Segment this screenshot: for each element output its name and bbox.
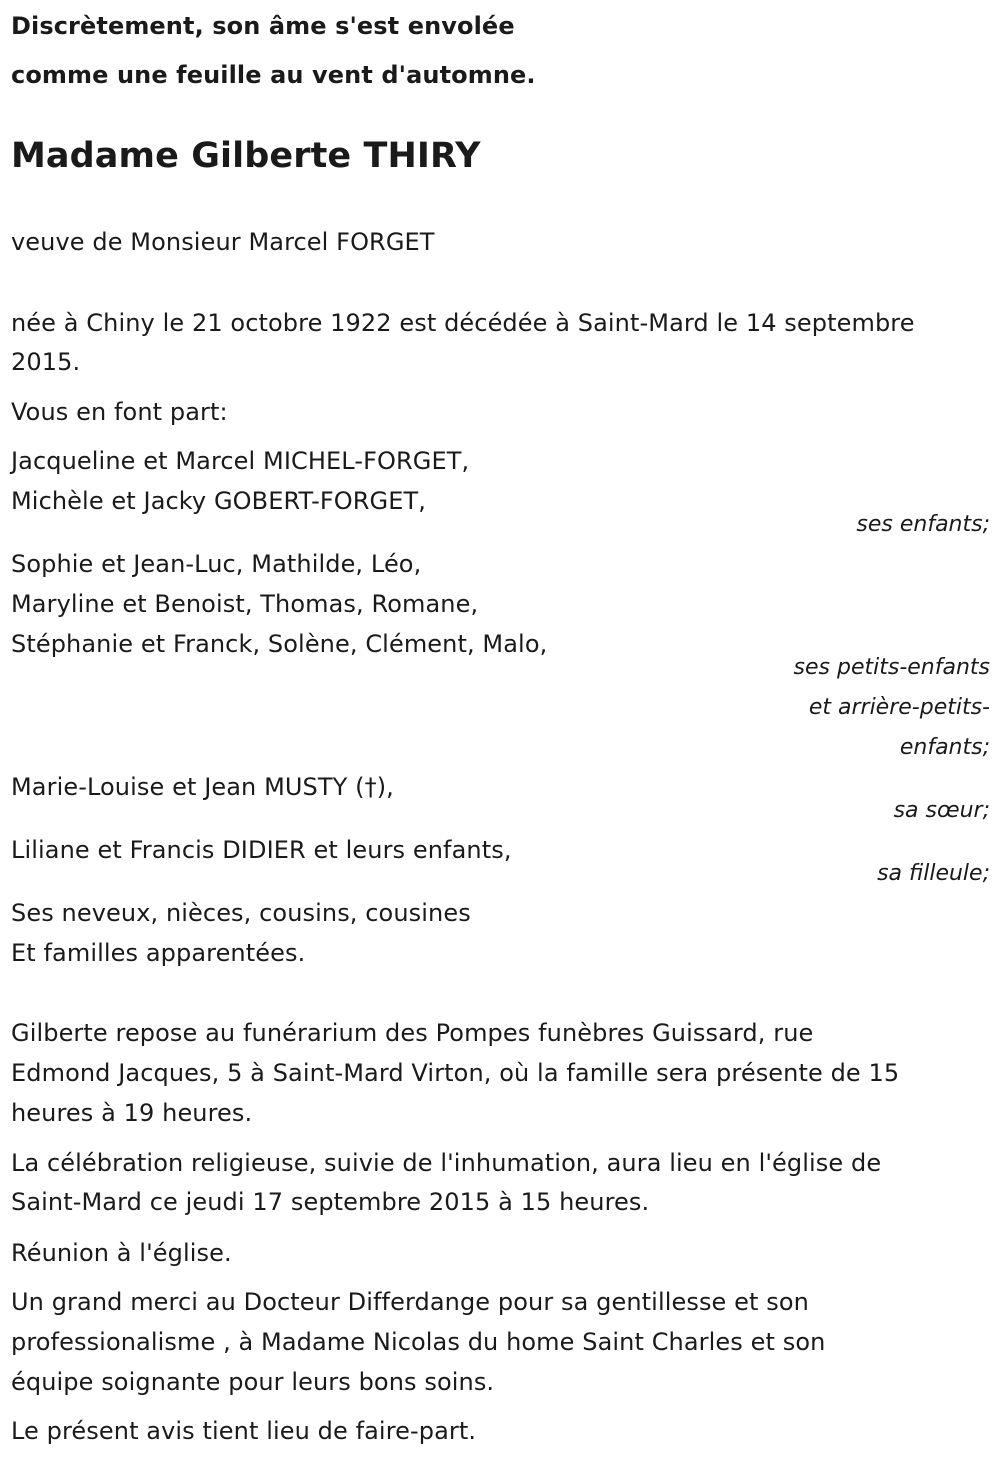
children-role: ses enfants; [856,512,990,537]
ceremony-line-1: La célébration religieuse, suivie de l'inhumation, aura lieu en l'église de [11,1149,882,1177]
birth-death-line-2: 2015. [11,348,81,376]
meeting-line: Réunion à l'église. [11,1239,232,1267]
announcement-intro: Vous en font part: [11,398,228,426]
grandchildren-role-line-1: ses petits-enfants [793,655,990,680]
closing-line: Le présent avis tient lieu de faire-part. [11,1417,477,1445]
grandchildren-role-line-2: et arrière-petits- [808,695,990,720]
thanks-line-2: professionalisme , à Madame Nicolas du home Saint Charles et son [11,1328,826,1356]
children-line-2: Michèle et Jacky GOBERT-FORGET, [11,487,426,515]
funerarium-line-1: Gilberte repose au funérarium des Pompes funèbres Guissard, rue [11,1019,814,1047]
funerarium-line-3: heures à 19 heures. [11,1099,253,1127]
grandchildren-role-line-3: enfants; [899,735,990,760]
ceremony-line-2: Saint-Mard ce jeudi 17 septembre 2015 à 15 heures. [11,1188,650,1216]
goddaughter-line: Liliane et Francis DIDIER et leurs enfants, [11,836,512,864]
thanks-line-3: équipe soignante pour leurs bons soins. [11,1368,495,1396]
epitaph-line-2: comme une feuille au vent d'automne. [11,61,536,89]
grandchildren-line-1: Sophie et Jean-Luc, Mathilde, Léo, [11,550,422,578]
grandchildren-line-3: Stéphanie et Franck, Solène, Clément, Malo, [11,630,548,658]
funerarium-line-2: Edmond Jacques, 5 à Saint-Mard Virton, où la famille sera présente de 15 [11,1059,900,1087]
thanks-line-1: Un grand merci au Docteur Differdange pour sa gentillesse et son [11,1288,809,1316]
goddaughter-role: sa filleule; [877,861,990,886]
epitaph-line-1: Discrètement, son âme s'est envolée [11,12,515,40]
sister-role: sa sœur; [893,798,990,823]
others-line-1: Ses neveux, nièces, cousins, cousines [11,899,471,927]
sister-line: Marie-Louise et Jean MUSTY (†), [11,773,394,801]
others-line-2: Et familles apparentées. [11,939,306,967]
widow-of-line: veuve de Monsieur Marcel FORGET [11,228,435,256]
children-line-1: Jacqueline et Marcel MICHEL-FORGET, [11,447,470,475]
deceased-name: Madame Gilberte THIRY [11,136,481,176]
grandchildren-line-2: Maryline et Benoist, Thomas, Romane, [11,590,479,618]
birth-death-line-1: née à Chiny le 21 octobre 1922 est décédée à Saint-Mard le 14 septembre [11,309,915,337]
